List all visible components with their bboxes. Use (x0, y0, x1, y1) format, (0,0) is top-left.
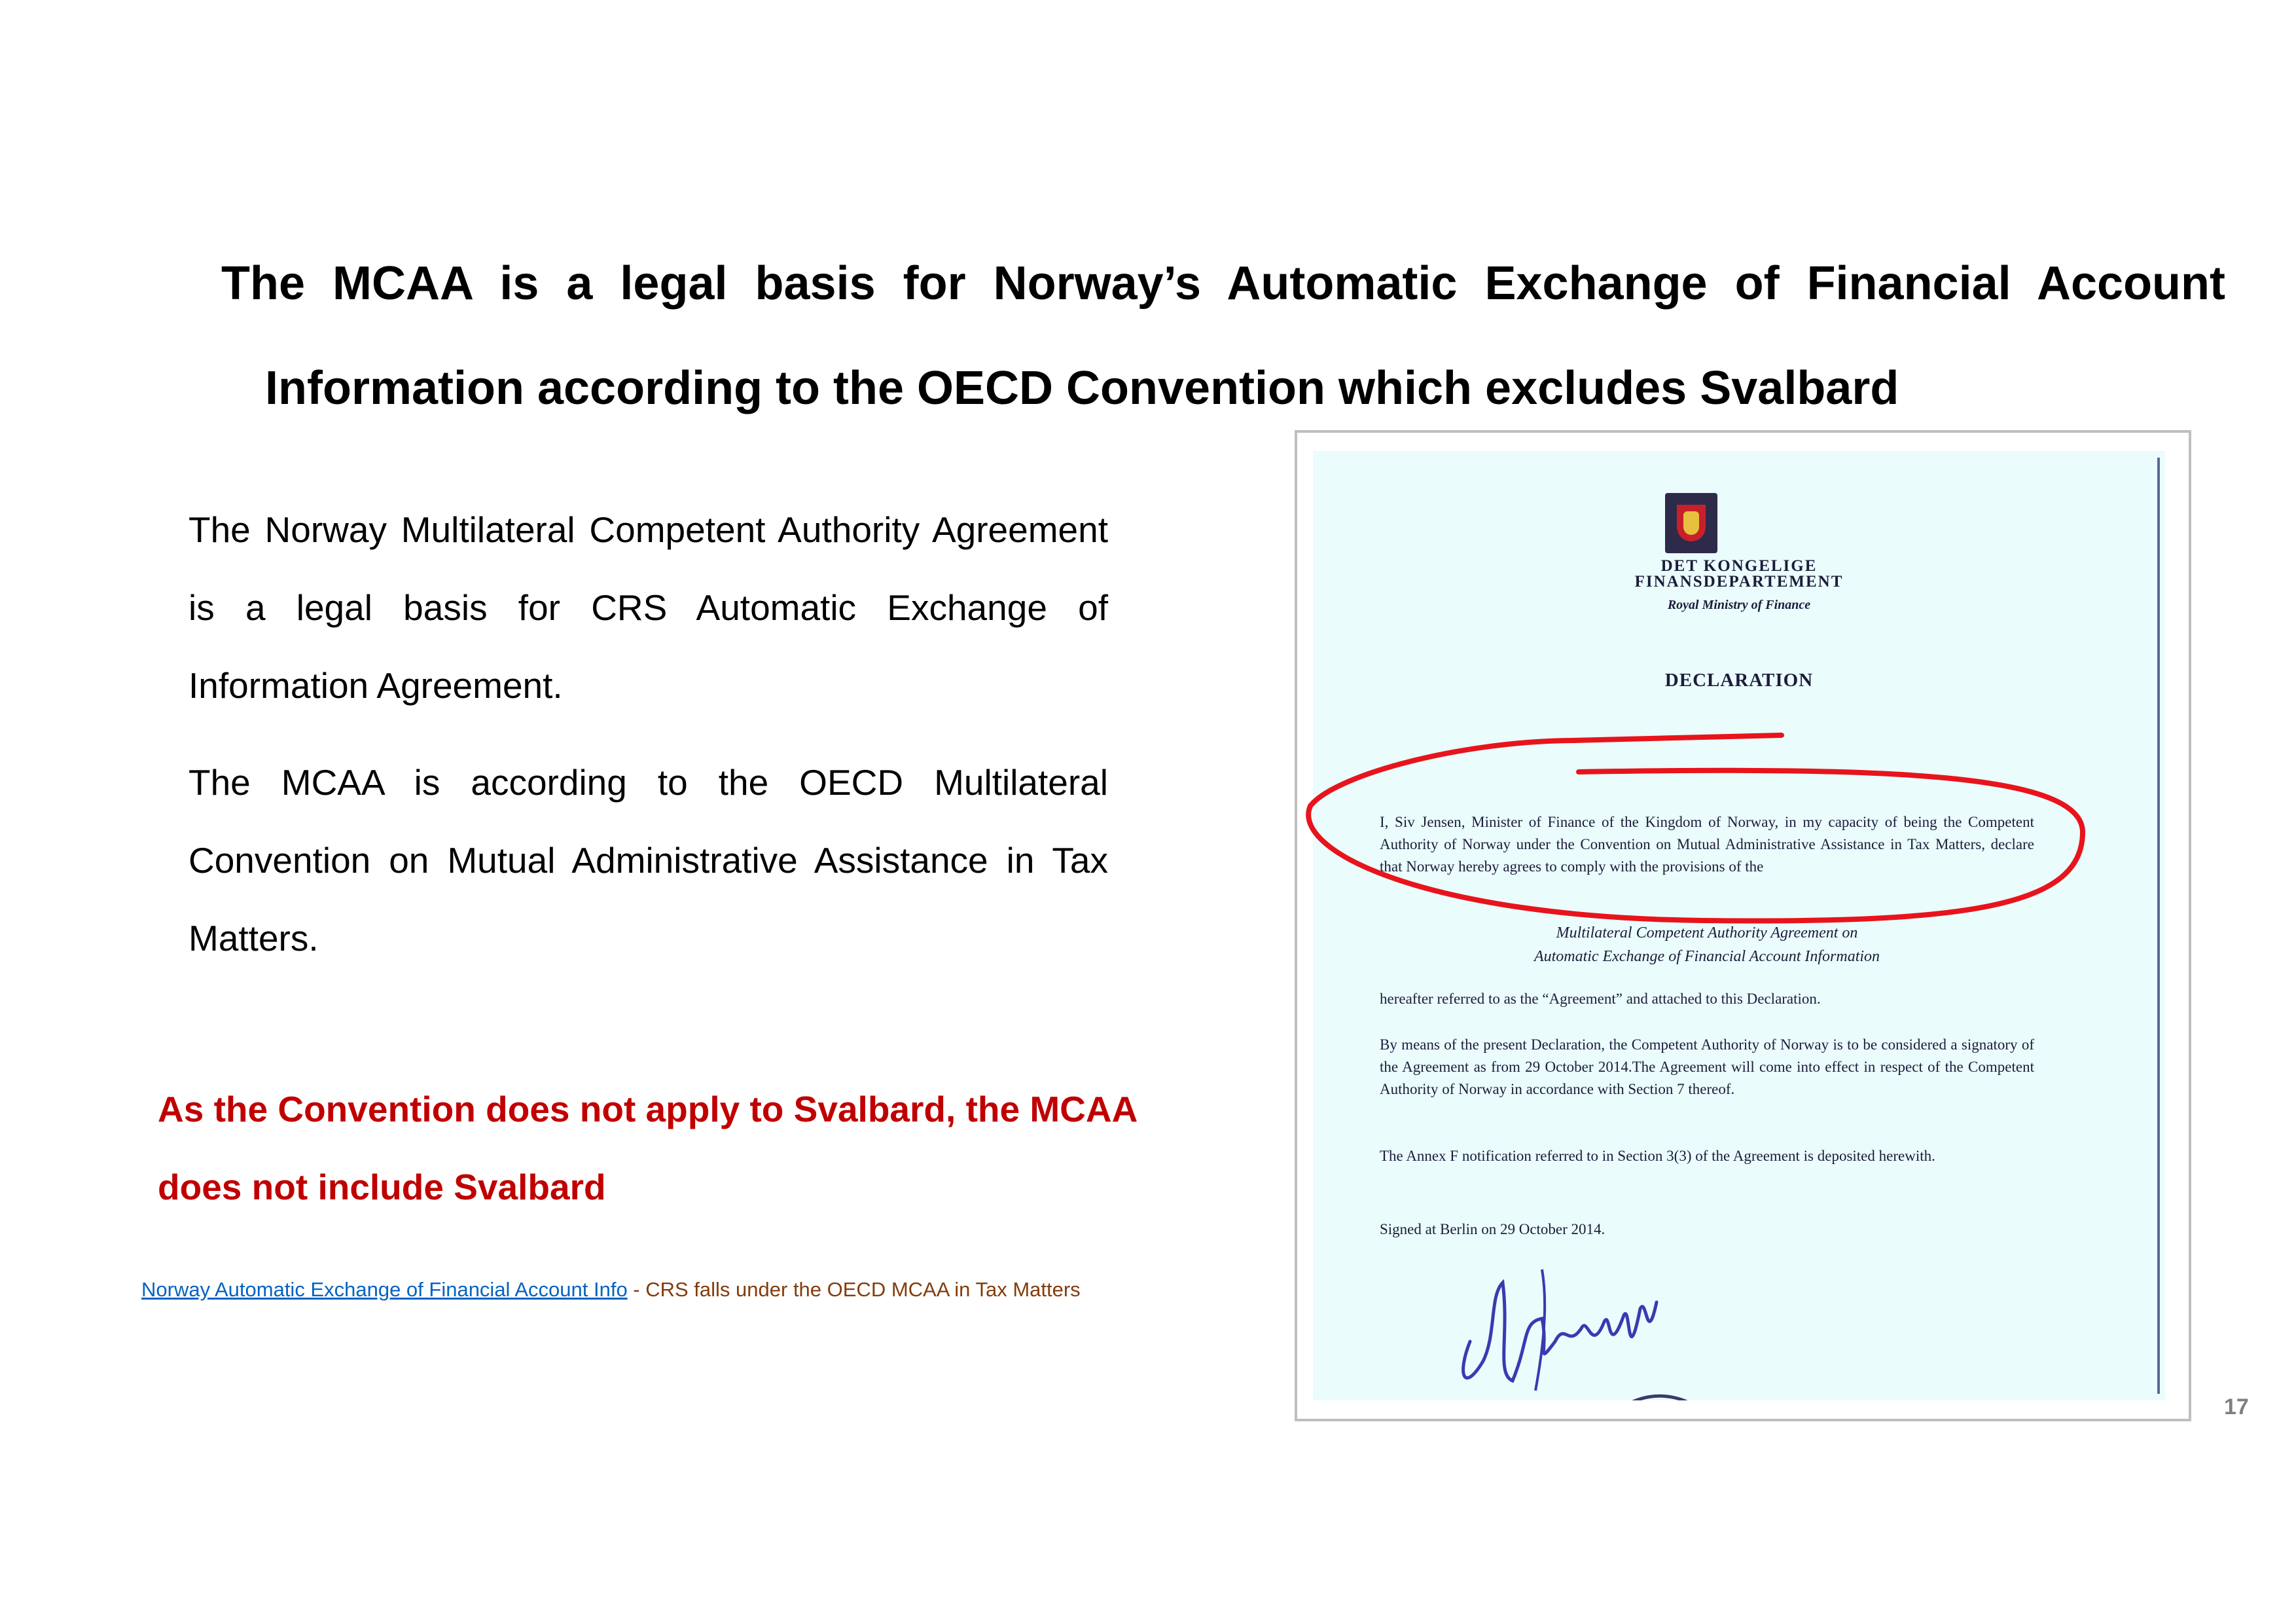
ministry-name-line-2: FINANSDEPARTEMENT (1634, 573, 1844, 591)
source-citation (141, 1278, 1081, 1302)
declaration-paragraph-2: hereafter referred to as the “Agreement” and attached to this Declaration. (1380, 991, 1821, 1007)
handwritten-signature (1450, 1243, 1673, 1394)
ministry-name-line-1: DET KONGELIGE (1660, 557, 1818, 575)
agreement-title-line-2: Automatic Exchange of Financial Account Information (1534, 948, 1880, 965)
official-stamp-icon (1614, 1387, 1706, 1400)
declaration-heading: DECLARATION (1664, 670, 1814, 691)
svalbard-note-line-1: As the Convention does not apply to Svalbard, the MCAA (158, 1089, 1138, 1129)
agreement-title-line-1: Multilateral Competent Authority Agreement on (1556, 924, 1858, 941)
page-number: 17 (2224, 1395, 2249, 1419)
declaration-paragraph-4: The Annex F notification referred to in Section 3(3) of the Agreement is deposited herewith. (1380, 1148, 1935, 1164)
svalbard-note-line-2: does not include Svalbard (158, 1167, 606, 1207)
ministry-name-english: Royal Ministry of Finance (1667, 598, 1811, 612)
slide-title-line-1: The MCAA is a legal basis for Norway’s Automatic Exchange of Financial Account (221, 257, 2225, 310)
declaration-paragraph-1: I, Siv Jensen, Minister of Finance of the Kingdom of Norway, in my capacity of being the Competent Authority of Norway under the Convention on Mutual Administrative Assistance in Tax Matters, declare that Norway hereby agrees to comply with the provisions of the (1380, 814, 2034, 875)
norwegian-coat-of-arms-icon (1665, 493, 1717, 553)
declaration-scan-image (1295, 430, 2191, 1421)
svalbard-note (158, 1070, 1205, 1226)
declaration-paragraph-5: Signed at Berlin on 29 October 2014. (1380, 1221, 1605, 1237)
source-suffix: - CRS falls under the OECD MCAA in Tax Matters (627, 1278, 1081, 1301)
body-paragraph-mcaa-legal-basis: The Norway Multilateral Competent Authority Agreement is a legal basis for CRS Automatic Exchange of Information Agreement. (188, 509, 1108, 706)
source-link[interactable]: Norway Automatic Exchange of Financial Account Info (141, 1278, 628, 1301)
slide-title-line-2: Information according to the OECD Convention which excludes Svalbard (265, 362, 1899, 414)
declaration-paragraph-3: By means of the present Declaration, the Competent Authority of Norway is to be considered a signatory of the Agreement as from 29 October 2014.The Agreement will come into effect in respect of the Competent Authority of Norway in accordance with Section 7 thereof. (1380, 1036, 2034, 1097)
body-paragraph-oecd-convention: The MCAA is according to the OECD Multilateral Convention on Mutual Administrative Assistance in Tax Matters. (188, 762, 1108, 958)
declaration-paper (1313, 451, 2165, 1400)
